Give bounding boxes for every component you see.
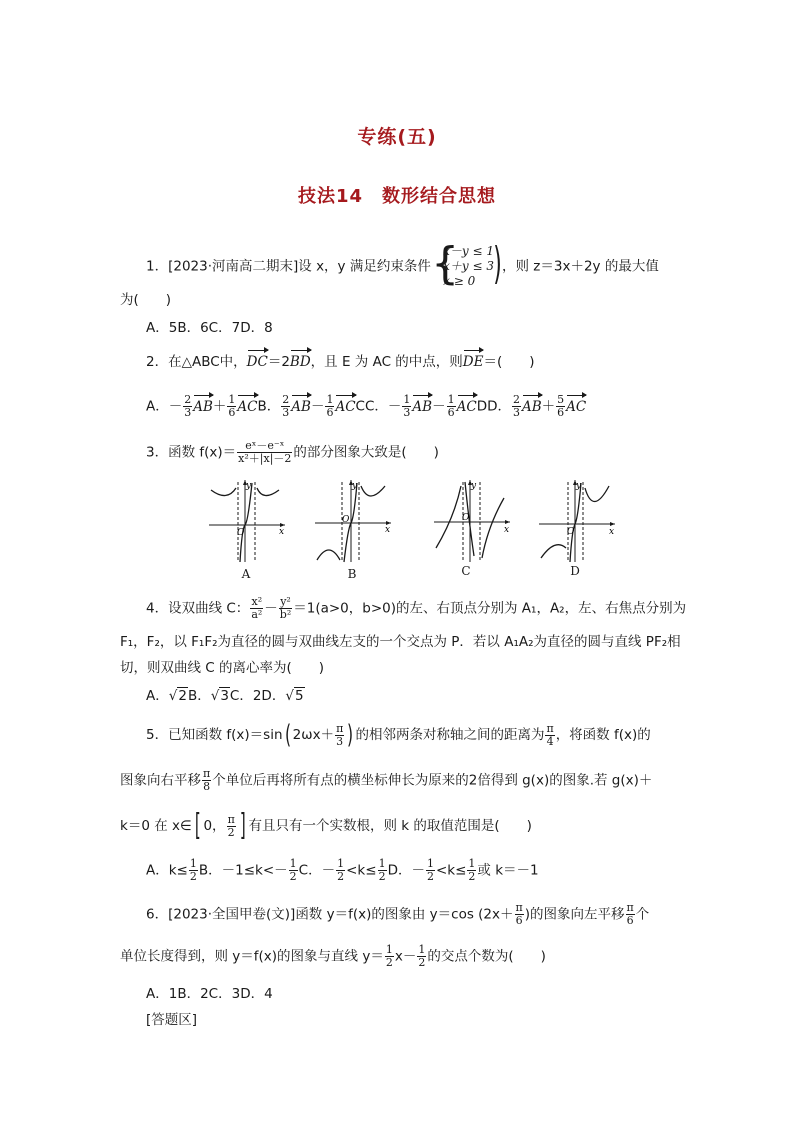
constraint: x ≥ 0 — [443, 274, 476, 288]
denominator: 2 — [378, 870, 386, 883]
fraction — [227, 814, 236, 839]
graph-label: D — [570, 564, 580, 578]
question-1-cont: 为( ) — [120, 292, 172, 308]
option-label: C．－ — [364, 398, 402, 415]
sqrt-value: 5 — [294, 688, 304, 704]
numerator: 1 — [385, 943, 393, 956]
numerator: x² — [251, 595, 263, 608]
option-label: C．－ — [298, 862, 336, 879]
vector-ac: AC — [566, 398, 587, 415]
fraction — [250, 596, 263, 621]
question-6 — [146, 902, 649, 927]
question-6-options: A．1B．2C．3D．4 — [146, 986, 273, 1002]
numerator: 1 — [228, 393, 236, 406]
origin-label: O — [462, 513, 470, 523]
question-number: 1． — [146, 258, 169, 275]
numerator: 2 — [513, 393, 520, 406]
option-label: C．2D． — [229, 688, 286, 704]
question-text: 设双曲线 C： — [168, 600, 250, 617]
denominator: 2 — [468, 870, 476, 883]
numerator: π — [546, 721, 554, 735]
denominator: 3 — [403, 406, 411, 419]
page-title: 专练(五) — [357, 126, 437, 148]
operator: ＋ — [541, 398, 556, 415]
fraction — [227, 394, 236, 419]
question-source: [2023·河南高二期末] — [168, 258, 299, 275]
axis-x-label: x — [279, 527, 285, 537]
denominator: 6 — [626, 914, 634, 927]
question-text: 的交点个数为( ) — [427, 948, 546, 965]
vector-de: DE — [462, 354, 484, 370]
denominator: 2 — [227, 825, 235, 839]
question-5-line-2 — [120, 768, 652, 793]
denominator: 2 — [189, 870, 197, 883]
vector-ac: AC — [237, 398, 258, 415]
question-5-options — [146, 858, 539, 883]
fraction — [402, 394, 411, 419]
denominator: b² — [279, 608, 292, 621]
vector-ab: AB — [291, 398, 311, 415]
numerator: π — [203, 767, 211, 780]
denominator: x²＋|x|－2 — [238, 452, 292, 465]
question-text: ＝( ) — [483, 354, 535, 370]
graph-b — [311, 478, 393, 564]
numerator: 1 — [447, 393, 455, 406]
fraction — [325, 394, 334, 419]
denominator: 3 — [513, 406, 520, 419]
operator: － — [310, 398, 325, 415]
expression: x－ — [394, 948, 417, 965]
numerator: y² — [280, 595, 291, 608]
question-4-options: A．√2B．√3C．2D．√5 — [146, 688, 304, 704]
denominator: 2 — [385, 956, 393, 969]
origin-label: O — [567, 527, 575, 537]
question-4-line-3: 切，则双曲线 C 的离心率为( ) — [120, 660, 325, 676]
question-text: 的部分图象大致是( ) — [293, 444, 439, 461]
denominator: 6 — [557, 406, 565, 419]
denominator: 6 — [515, 914, 523, 927]
question-text: k＝0 在 x∈ — [120, 818, 192, 834]
vector-ab: AB — [193, 398, 213, 415]
question-number: 4． — [146, 600, 169, 617]
vector-ac: AC — [335, 398, 356, 415]
fraction — [515, 902, 524, 927]
numerator: π — [626, 901, 634, 914]
question-number: 3． — [146, 444, 169, 461]
interval: 0， — [203, 818, 226, 834]
denominator: 6 — [447, 406, 455, 419]
axis-x-label: x — [504, 525, 510, 535]
question-text: 单位长度得到，则 y＝f(x)的图象与直线 y＝ — [120, 948, 384, 965]
numerator: π — [227, 812, 235, 826]
question-text: 有且只有一个实数根，则 k 的取值范围是( ) — [248, 818, 532, 834]
constraint: { x－y ≤ 1 — [443, 244, 495, 258]
constraint: x＋y ≤ 3 — [443, 259, 495, 273]
function-fraction — [237, 440, 292, 465]
vector-ab: AB — [412, 398, 433, 415]
denominator: 4 — [546, 734, 554, 748]
option-label: B．－1≤k<－ — [198, 862, 288, 879]
question-text: ＝1(a>0，b>0)的左、右顶点分别为 A₁，A₂，左、右焦点分别为 — [293, 600, 687, 617]
numerator: 2 — [282, 393, 290, 406]
origin-label: O — [237, 528, 245, 538]
question-3 — [146, 440, 439, 465]
axis-x-label: x — [385, 525, 391, 535]
denominator: 2 — [418, 956, 426, 969]
question-text: ，且 E 为 AC 的中点，则 — [310, 354, 463, 370]
answer-area-label: [答题区] — [146, 1012, 198, 1028]
vector-ac: AC — [456, 398, 477, 415]
operator: ＋ — [212, 398, 227, 415]
numerator: 1 — [378, 857, 386, 870]
question-source: [2023·全国甲卷(文)] — [168, 906, 296, 923]
sqrt-value: 3 — [220, 688, 229, 704]
question-2-options — [146, 394, 586, 419]
denominator: 3 — [184, 406, 192, 419]
question-2 — [146, 352, 535, 372]
origin-label: O — [342, 515, 350, 525]
fraction — [183, 394, 192, 419]
sqrt-value: 2 — [178, 688, 187, 704]
option-label: A． — [146, 688, 169, 704]
question-5: 5．已知函数 f(x)＝sin( 2ωx＋ $\frac{\pi}{3}$ ) 的相邻两条对称轴之间的距离为 $\frac{\pi}{4}$ ，将函数 f(x)的 — [146, 720, 651, 750]
numerator: eˣ－e⁻ˣ — [237, 440, 292, 453]
axis-y-label: y — [246, 481, 252, 491]
fraction — [189, 858, 198, 883]
graph-label: A — [241, 567, 251, 581]
denominator: 8 — [203, 780, 211, 793]
numerator: 1 — [426, 857, 434, 870]
constraint-system — [435, 244, 502, 289]
fraction — [378, 858, 387, 883]
option-label: A．－ — [146, 398, 183, 415]
question-4: 4．设双曲线 C： $\frac{\text{x²}}{\text{a²}}$ － $\frac{\text{y²}}{\text{b²}}$ ＝1(a>0，b>0)的左、右顶点分别为 A₁，A₂，左、右焦点分别为 — [146, 595, 687, 621]
question-1-options: A．5B．6C．7D．8 — [146, 320, 273, 336]
graph-label: C — [461, 564, 471, 578]
fraction — [545, 723, 554, 748]
fraction — [281, 394, 290, 419]
question-number: 2． — [146, 354, 169, 370]
option-label: B． — [187, 688, 211, 704]
fraction — [512, 394, 521, 419]
operator: － — [432, 398, 446, 415]
numerator: 2 — [184, 393, 192, 406]
numerator: 1 — [418, 943, 426, 956]
fraction — [335, 723, 344, 748]
fraction — [426, 858, 435, 883]
axis-y-label: y — [352, 481, 358, 491]
option-text: <k≤ — [435, 862, 467, 879]
question-text: 个 — [635, 906, 650, 923]
numerator: 1 — [189, 857, 197, 870]
vector-bd: BD — [289, 354, 311, 370]
question-text: 函数 f(x)＝ — [168, 444, 237, 461]
option-label: B． — [257, 398, 281, 415]
numerator: 1 — [289, 857, 297, 870]
option-text: 或 k＝－1 — [477, 862, 539, 879]
question-number: 6． — [146, 906, 169, 923]
fraction — [336, 858, 345, 883]
graph-a — [205, 478, 287, 564]
fraction — [279, 596, 292, 621]
question-text: 已知函数 f(x)＝sin — [168, 727, 283, 743]
graph-c — [430, 478, 512, 564]
question-number: 5． — [146, 727, 169, 743]
denominator: 3 — [336, 734, 344, 748]
option-label: A．k≤ — [146, 862, 188, 879]
fraction — [202, 768, 211, 793]
axis-x-label: x — [609, 527, 615, 537]
question-4-line-2: F₁，F₂，以 F₁F₂为直径的圆与双曲线左支的一个交点为 P．若以 A₁A₂为直径的圆与直线 PF₂相 — [120, 634, 681, 650]
denominator: 6 — [228, 406, 236, 419]
option-text: <k≤ — [346, 862, 377, 879]
denominator: 6 — [326, 406, 334, 419]
numerator: π — [515, 901, 523, 914]
fraction — [626, 902, 635, 927]
vector-ab: AB — [522, 398, 542, 415]
denominator: 2 — [426, 870, 434, 883]
question-text: 的相邻两条对称轴之间的距离为 — [355, 727, 545, 743]
question-6-line-2 — [120, 944, 546, 969]
numerator: 1 — [326, 393, 334, 406]
denominator: 2 — [337, 870, 345, 883]
denominator: 2 — [289, 870, 297, 883]
question-1 — [146, 244, 659, 289]
fraction — [556, 394, 565, 419]
axis-y-label: y — [471, 481, 477, 491]
numerator: 1 — [468, 857, 476, 870]
question-text: 函数 y＝f(x)的图象由 y＝cos (2x＋ — [295, 906, 514, 923]
question-text: 设 x，y 满足约束条件 — [298, 258, 431, 275]
fraction — [447, 394, 456, 419]
vector-dc: DC — [246, 354, 268, 370]
denominator: 3 — [282, 406, 290, 419]
option-label: C — [355, 398, 365, 415]
question-text: ，将函数 f(x)的 — [555, 727, 651, 743]
fraction — [467, 858, 476, 883]
section-title: 技法14 数形结合思想 — [297, 186, 497, 207]
fraction — [417, 944, 426, 969]
fraction — [385, 944, 394, 969]
question-text: 图象向右平移 — [120, 772, 201, 789]
fraction — [289, 858, 298, 883]
graph-label: B — [347, 567, 357, 581]
question-5-line-3: k＝0 在 x∈[ 0， $\frac{\pi}{2}$ ] 有且只有一个实数根，则 k 的取值范围是( ) — [120, 808, 532, 843]
graph-d — [535, 478, 617, 564]
numerator: 5 — [557, 393, 565, 406]
numerator: 1 — [337, 857, 345, 870]
option-label: D — [476, 398, 488, 415]
question-text: )的图象向左平移 — [524, 906, 625, 923]
denominator: a² — [251, 608, 263, 621]
expression: 2ωx＋ — [292, 727, 335, 743]
axis-y-label: y — [576, 481, 582, 491]
question-text: 在△ABC中， — [168, 354, 247, 370]
numerator: 1 — [403, 393, 411, 406]
option-label: D．－ — [387, 862, 425, 879]
question-text: 个单位后再将所有点的横坐标伸长为原来的2倍得到 g(x)的图象.若 g(x)＋ — [212, 772, 653, 789]
question-text: ，则 z＝3x＋2y 的最大值 — [502, 258, 659, 275]
numerator: π — [336, 721, 344, 735]
question-text: ＝2 — [267, 354, 290, 370]
option-label: D． — [487, 398, 511, 415]
